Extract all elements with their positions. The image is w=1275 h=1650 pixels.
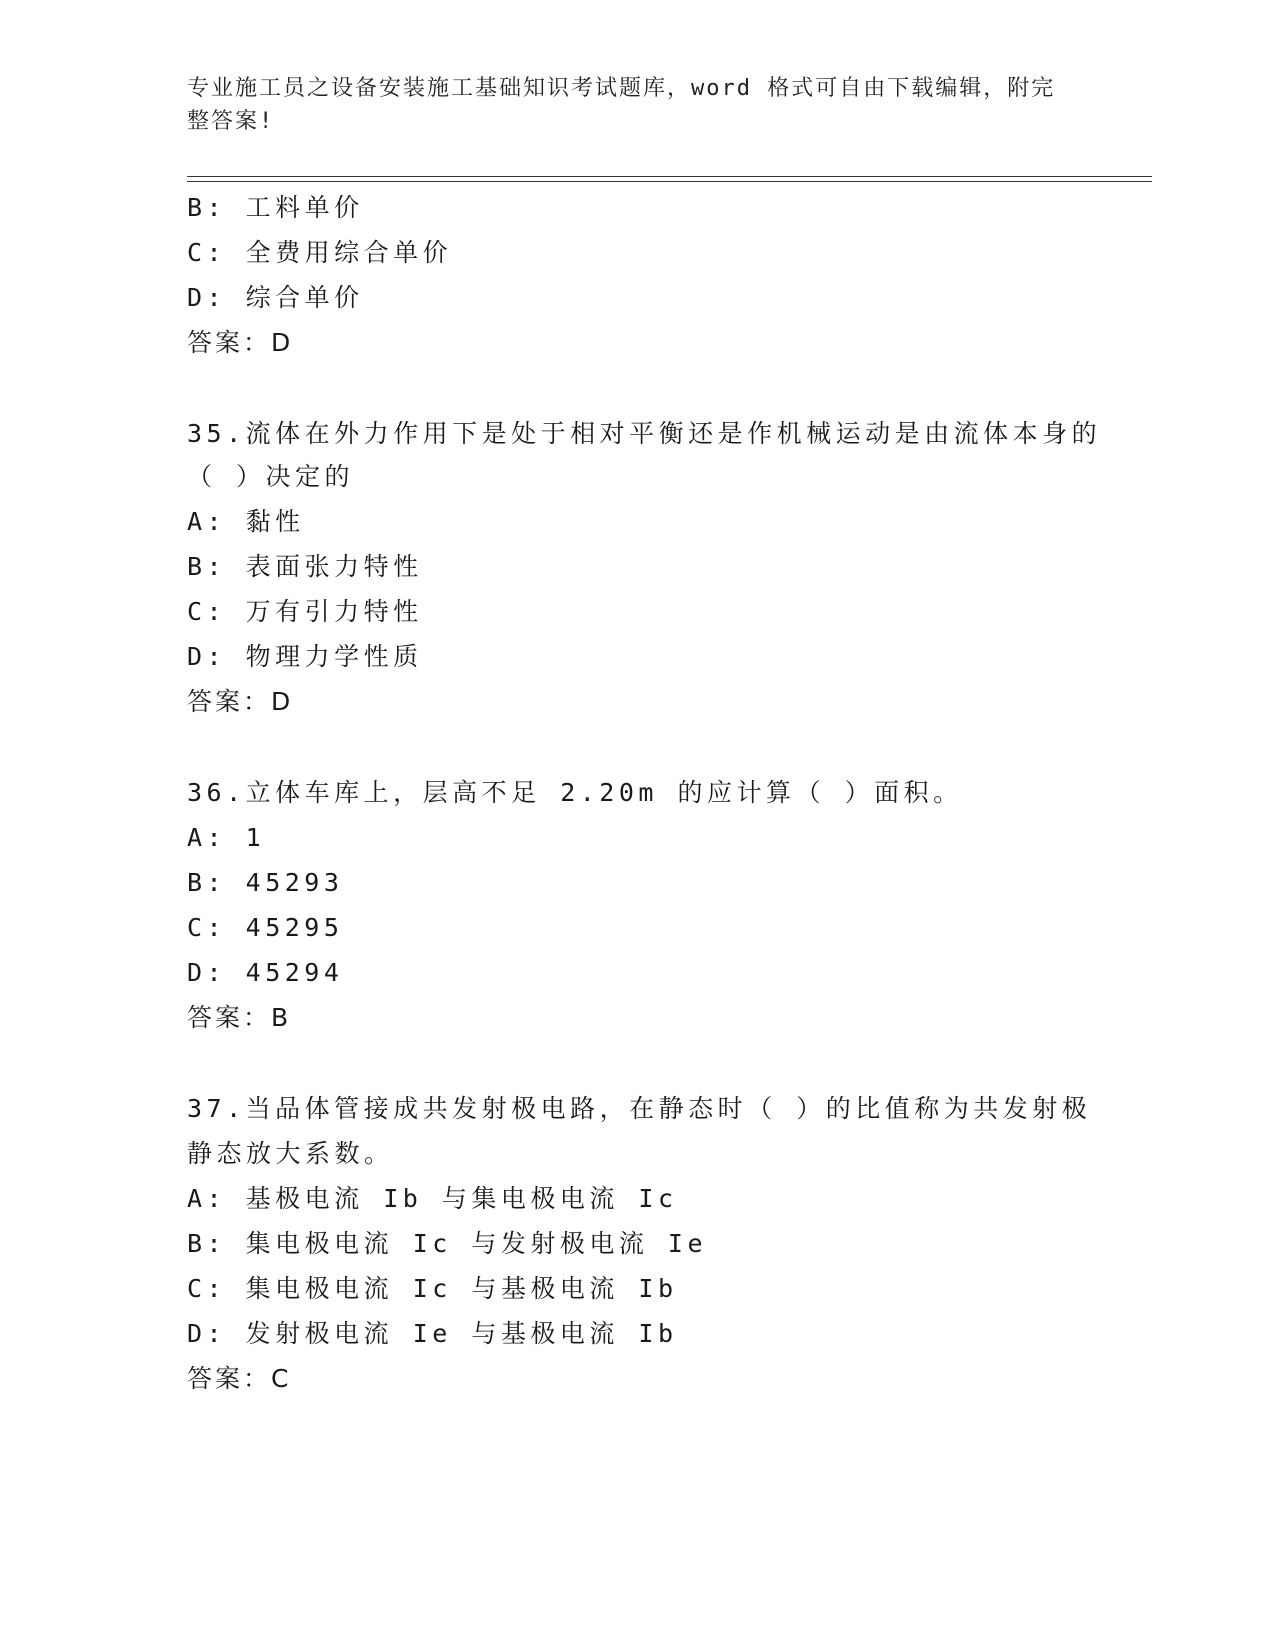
answer-label: 答案：D: [187, 328, 294, 357]
option-b: B: 45293: [187, 868, 344, 897]
header-divider-bottom: [187, 181, 1152, 182]
header-divider-top: [187, 176, 1152, 177]
option-a: A: 黏性: [187, 507, 305, 536]
option-d: D: 综合单价: [187, 283, 364, 312]
option-a: A: 基极电流 Ib 与集电极电流 Ic: [187, 1184, 678, 1213]
question-stem-continued: （ ）决定的: [187, 462, 355, 491]
question-stem: 36.立体车库上，层高不足 2.20m 的应计算（ ）面积。: [187, 778, 963, 807]
option-d: D: 物理力学性质: [187, 642, 423, 671]
option-c: C: 集电极电流 Ic 与基极电流 Ib: [187, 1274, 678, 1303]
document-header: 专业施工员之设备安装施工基础知识考试题库，word 格式可自由下载编辑，附完整答案!: [187, 76, 1056, 134]
answer-label: 答案：C: [187, 1364, 292, 1393]
option-b: B: 集电极电流 Ic 与发射极电流 Ie: [187, 1229, 708, 1258]
option-b: B: 表面张力特性: [187, 552, 423, 581]
option-c: C: 全费用综合单价: [187, 238, 453, 267]
answer-label: 答案：D: [187, 687, 294, 716]
answer-label: 答案：B: [187, 1003, 292, 1032]
question-stem: 35.流体在外力作用下是处于相对平衡还是作机械运动是由流体本身的: [187, 419, 1102, 448]
question-stem: 37.当品体管接成共发射极电路，在静态时（ ）的比值称为共发射极: [187, 1094, 1092, 1123]
option-a: A: 1: [187, 823, 266, 852]
question-stem-continued: 静态放大系数。: [187, 1139, 394, 1168]
option-c: C: 45295: [187, 913, 344, 942]
option-c: C: 万有引力特性: [187, 597, 423, 626]
option-b: B: 工料单价: [187, 193, 364, 222]
option-d: D: 45294: [187, 958, 344, 987]
option-d: D: 发射极电流 Ie 与基极电流 Ib: [187, 1319, 678, 1348]
